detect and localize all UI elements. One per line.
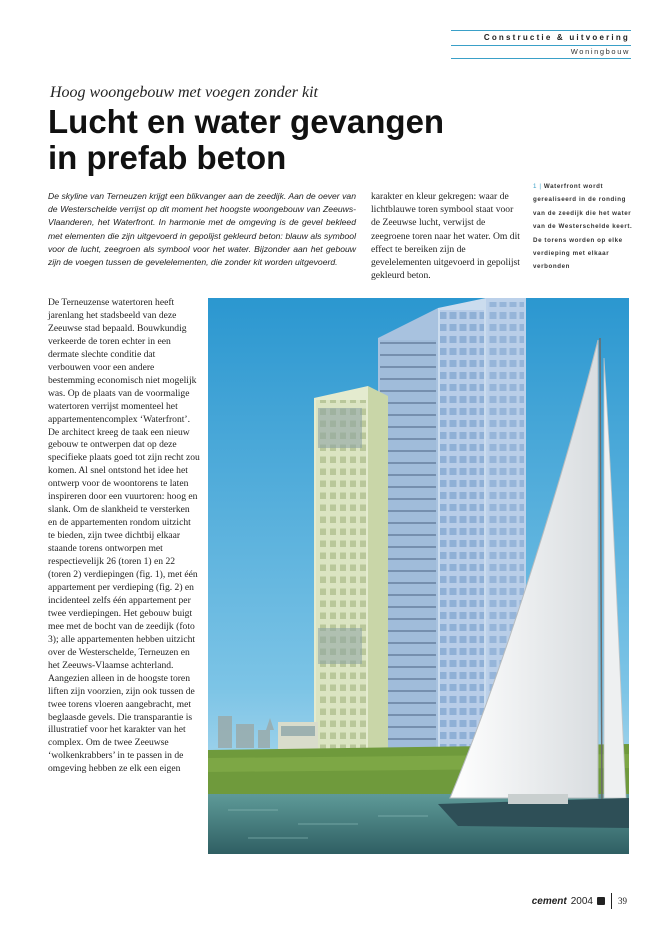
magazine-year: 2004 xyxy=(570,895,593,907)
figure-caption xyxy=(533,180,633,274)
article-intro-continued: karakter en kleur gekregen: waar de lichtblauwe toren symbool staat voor de Zeeuwse lucht, verwijst de zeegroene toren naar het water. Om dit effect te bereiken zijn de gevelelementen uitgevoerd in gepolijst gekleurd beton. xyxy=(371,191,520,282)
figure-caption-number: 1 | xyxy=(533,183,542,190)
article-intro: De skyline van Terneuzen krijgt een blikvanger aan de zeedijk. Aan de oever van de Westerschelde verrijst op dit moment het hoogste woongebouw van Zeeuws-Vlaanderen, het Waterfront. In harmonie met de omgeving is de gevel bekleed met elementen die zijn uitgevoerd in gepolijst gekleurd beton: blauw als symbool voor de lucht, zeegroen als symbool voor het water. Bijzonder aan het gebouw zijn de voegen tussen de gevelelementen, die zonder kit worden uitgevoerd. xyxy=(48,191,356,268)
header-rule-middle xyxy=(451,45,631,46)
header-rule-bottom xyxy=(451,58,631,59)
header-rule-top xyxy=(451,30,631,31)
page-footer xyxy=(532,893,627,909)
page-number: 39 xyxy=(618,896,627,906)
magazine-name: cement xyxy=(531,895,567,907)
section-label: Constructie & uitvoering xyxy=(483,33,630,42)
figure-caption-text: Waterfront wordt gerealiseerd in de ronding van de zeedijk die het water van de Westerschelde keert. De torens worden op elke verdieping met elkaar verbonden xyxy=(533,183,633,271)
cement-logo-icon xyxy=(597,897,605,905)
footer-divider xyxy=(611,893,612,909)
green-tower xyxy=(314,386,388,758)
article-title: Lucht en water gevangen in prefab beton xyxy=(48,103,445,176)
article-kicker: Hoog woongebouw met voegen zonder kit xyxy=(50,84,318,101)
article-body: De Terneuzense watertoren heeft jarenlang het stadsbeeld van deze Zeeuwse stad bepaald. Bouwkundig verkeerde de toren echter in een dermate slechte conditie dat verbouwen voor een andere bestemming economisch niet mogelijk was. Op de plaats van de voormalige watertoren verrijst momenteel het appartementencomplex ‘Waterfront’. De architect kreeg de taak een nieuw gebouw te ontwerpen dat op deze specifieke plaats goed tot zijn recht zou komen. Al snel ontstond het idee het ontwerp voor de woontorens te laten inspireren door een vuurtoren: hoog en slank. Om de slankheid te versterken en de appartementen rondom uitzicht te bieden, zijn twee dichtbij elkaar staande torens ontworpen met respectievelijk 26 (toren 1) en 22 (toren 2) verdiepingen (fig. 1), met één appartement per verdieping (fig. 2) en incidenteel zelfs één appartement per twee verdiepingen. Het gebouw buigt mee met de bocht van de zeedijk (foto 3); alle appartementen hebben uitzicht over de Westerschelde, Terneuzen en het Zeeuws-Vlaamse achterland. Aangezien alleen in de hoogste toren liften zijn voorzien, zijn ook tussen de twee torens vloeren aangebracht, met beglaasde gevels. Die transparantie is illustratief voor het karakter van het complex. Om de twee Zeeuwse ‘wolkenkrabbers’ in te passen in de omgeving hebben ze elk een eigen xyxy=(48,297,200,775)
subsection-label: Woningbouw xyxy=(570,47,630,56)
waterfront-photo xyxy=(208,298,629,854)
